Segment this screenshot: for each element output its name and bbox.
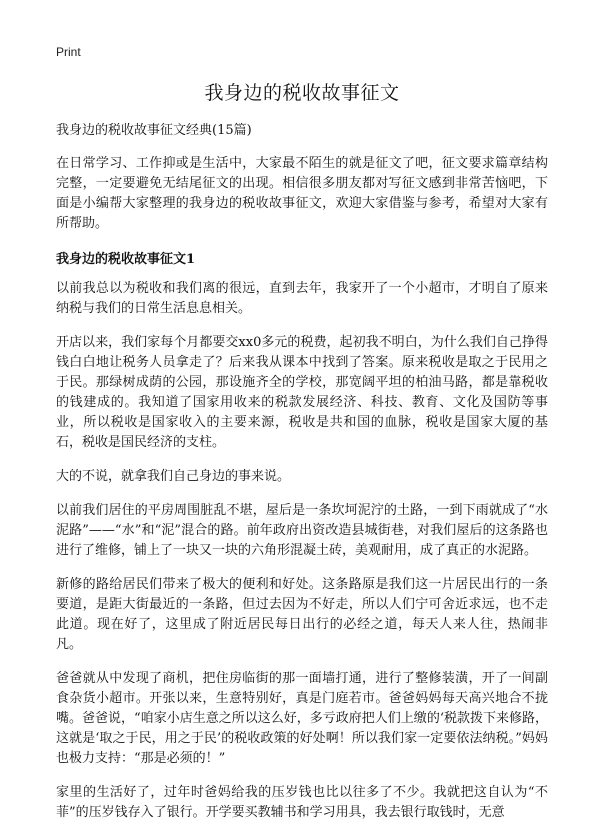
body-paragraph: 以前我总以为税收和我们离的很远，直到去年，我家开了一个小超市，才明自了原来纳税与我们的日常生活息息相关。: [56, 281, 548, 316]
intro-paragraph: 在日常学习、工作抑或是生活中，大家最不陌生的就是征文了吧，征文要求篇章结构完整，一定要避免无结尾征文的出现。相信很多朋友都对写征文感到非常苦恼吧，下面是小编帮大家整理的我身边的税收故事征文，欢迎大家借鉴与参考，希望对大家有所帮助。: [56, 156, 548, 231]
body-paragraph: 大的不说，就拿我们自己身边的事来说。: [56, 469, 291, 484]
document-subtitle: 我身边的税收故事征文经典(15篇): [56, 123, 252, 138]
body-paragraph: 家里的生活好了，过年时爸妈给我的压岁钱也比以往多了不少。我就把这自认为“不菲”的压岁钱存入了银行。开学要买教辅书和学习用具，我去银行取钱时，无意: [56, 785, 548, 820]
print-link[interactable]: Print: [56, 45, 81, 59]
body-paragraph: 爸爸就从中发现了商机，把住房临街的那一面墙打通，进行了整修装潢，开了一间副食杂货小超市。开张以来，生意特别好，真是门庭若市。爸爸妈妈每天高兴地合不拢嘴。爸爸说，“咱家小店生意之所以这么好，多亏政府把人们上缴的‘税款拨下来修路，这就是‘取之于民，用之于民’的税收政策的好处啊！所以我们家一定要依法纳税。”妈妈也极力支持：“那是必须的！”: [56, 671, 548, 766]
body-paragraph: 开店以来，我们家每个月都要交xx0多元的税费，起初我不明白，为什么我们自己挣得钱白白地让税务人员拿走了？后来我从课本中找到了答案。原来税收是取之于民用之于民。那绿树成荫的公园，那设施齐全的学校，那宽阔平坦的柏油马路，都是靠税收的钱建成的。我知道了国家用收来的税款发展经济、科技、教育、文化及国防等事业，所以税收是国家收入的主要来源，税收是共和国的血脉，税收是国家大厦的基石，税收是国民经济的支柱。: [56, 335, 548, 450]
document-body: [56, 78, 548, 837]
document-title: 我身边的税收故事征文: [204, 82, 400, 104]
body-paragraph: 以前我们居住的平房周围脏乱不堪，屋后是一条坎坷泥泞的土路，一到下雨就成了“水泥路”——“水”和“泥”混合的路。前年政府出资改造县城街巷，对我们屋后的这条路也进行了维修，铺上了一块又一块的六角形混凝土砖，美观耐用，成了真正的水泥路。: [56, 503, 548, 558]
body-paragraph: 新修的路给居民们带来了极大的便利和好处。这条路原是我们这一片居民出行的一条要道，是距大街最近的一条路，但过去因为不好走，所以人们宁可舍近求远，也不走此道。现在好了，这里成了附近居民每日出行的必经之道，每天人来人往，热闹非凡。: [56, 577, 548, 652]
section-heading: 我身边的税收故事征文1: [56, 252, 196, 267]
